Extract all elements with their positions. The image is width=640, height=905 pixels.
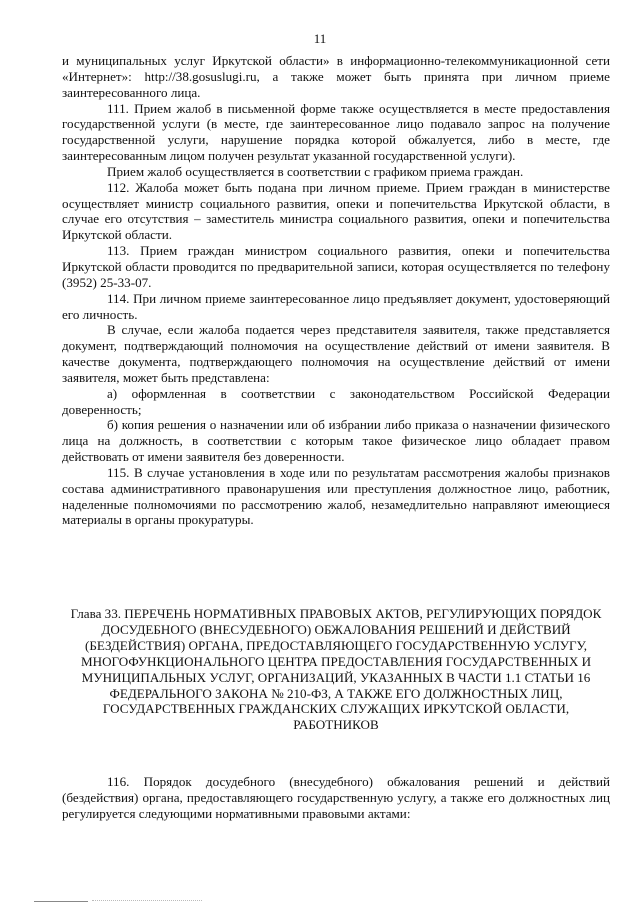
paragraph-116: 116. Порядок досудебного (внесудебного) обжалования решений и действий (бездействия) органа, предоставляющего государственную услугу, а также его должностных лиц регулируется следующими нормативными правовыми актами: (62, 774, 610, 821)
paragraph-item-b: б) копия решения о назначении или об избрании либо приказа о назначении физического лица на должность, в соответствии с которым такое физическое лицо обладает правом действовать от имени заявителя без доверенности. (62, 417, 610, 465)
paragraph-114: 114. При личном приеме заинтересованное лицо предъявляет документ, удостоверяющий его личность. (62, 290, 610, 322)
paragraph-115: 115. В случае установления в ходе или по результатам рассмотрения жалобы признаков состава административного правонарушения или преступления должностное лицо, работник, наделенные полномочиями по рассмотрению жалоб, незамедлительно направляют имеющиеся материалы в органы прокуратуры. (62, 464, 610, 528)
paragraph-113: 113. Прием граждан министром социального развития, опеки и попечительства Иркутской области проводится по предварительной записи, которая осуществляется по телефону (3952) 25-33-07. (62, 243, 610, 290)
chapter-heading (62, 606, 610, 733)
page-number: 11 (313, 31, 327, 46)
paragraph-schedule: Прием жалоб осуществляется в соответствии с графиком приема граждан. (107, 163, 524, 179)
body-text (62, 53, 610, 528)
paragraph-112: 112. Жалоба может быть подана при личном приеме. Прием граждан в министерстве осуществляет министр социального развития, опеки и попечительства Иркутской области, в случае его отсутствия – заместитель министра социального развития, опеки и попечительства Иркутской области. (62, 179, 610, 243)
paragraph-item-a: а) оформленная в соответствии с законодательством Российской Федерации доверенность; (62, 385, 610, 417)
paragraph-representative: В случае, если жалоба подается через представителя заявителя, также представляется документ, подтверждающий полномочия на осуществление действий от имени заявителя. В качестве документа, подтверждающего полномочия на осуществление действий от имени заявителя, может быть представлена: (62, 322, 610, 385)
paragraph-111: 111. Прием жалоб в письменной форме также осуществляется в месте предоставления государственной услуги (в месте, где заинтересованное лицо подавало запрос на получение государственной услуги, нарушение порядка которой обжалуется, либо в месте, где заинтересованным лицом получен результат указанной государственной услуги). (62, 100, 610, 164)
footer-rule (34, 901, 88, 902)
chapter-title: Глава 33. ПЕРЕЧЕНЬ НОРМАТИВНЫХ ПРАВОВЫХ АКТОВ, РЕГУЛИРУЮЩИХ ПОРЯДОК ДОСУДЕБНОГО (ВНЕСУДЕБНОГО) ОБЖАЛОВАНИЯ РЕШЕНИЙ И ДЕЙСТВИЙ (БЕЗДЕЙСТВИЯ) ОРГАНА, ПРЕДОСТАВЛЯЮЩЕГО ГОСУДАРСТВЕННУЮ УСЛУГУ, МНОГОФУНКЦИОНАЛЬНОГО ЦЕНТРА ПРЕДОСТАВЛЕНИЯ ГОСУДАРСТВЕННЫХ И МУНИЦИПАЛЬНЫХ УСЛУГ, ОРГАНИЗАЦИЙ, УКАЗАННЫХ В ЧАСТИ 1.1 СТАТЬИ 16 ФЕДЕРАЛЬНОГО ЗАКОНА № 210-ФЗ, А ТАКЖЕ ЕГО ДОЛЖНОСТНЫХ ЛИЦ, ГОСУДАРСТВЕННЫХ ГРАЖДАНСКИХ СЛУЖАЩИХ ИРКУТСКОЙ ОБЛАСТИ, РАБОТНИКОВ (70, 606, 602, 733)
closing-text (62, 774, 610, 822)
footer-dotted-line (92, 900, 202, 902)
paragraph-continuation: и муниципальных услуг Иркутской области» в информационно-телекоммуникационной сети «Интернет»: http://38.gosuslugi.ru, а также может быть принята при личном приеме заинтересованного лица. (62, 53, 610, 100)
